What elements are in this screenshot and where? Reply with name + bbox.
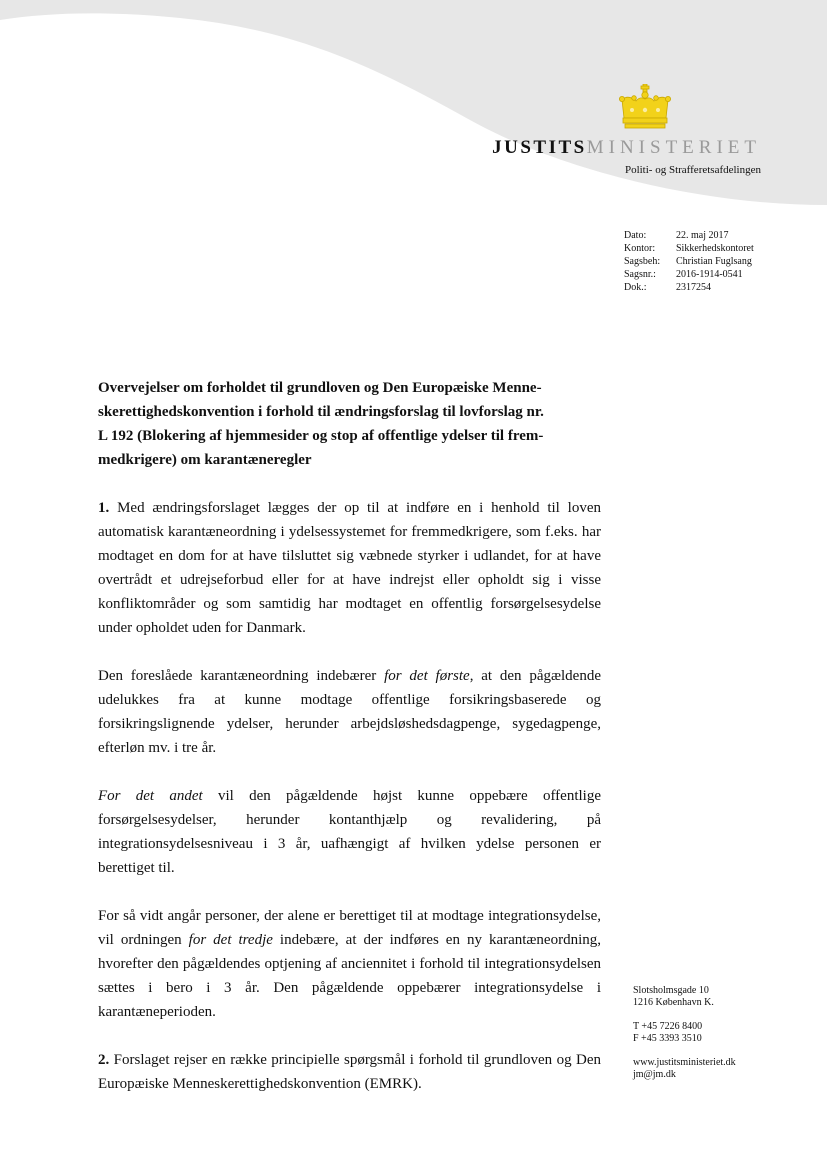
emphasis-text: for det første bbox=[384, 668, 470, 684]
paragraph-text: For så vidt angår personer, der alene er berettiget til at modtage integrationsydelse, vil ordningen bbox=[98, 908, 601, 948]
fax-number: F +45 3393 3510 bbox=[633, 1033, 702, 1044]
header-wave-background bbox=[0, 0, 827, 210]
email-link[interactable]: jm@jm.dk bbox=[633, 1069, 676, 1080]
section-number: 1. bbox=[98, 500, 110, 516]
paragraph-4 bbox=[98, 904, 601, 1024]
paragraph-text: vil den pågældende højst kunne oppebære offentlige forsørgelsesydelser, herunder kontanthjælp og revalidering, på integrationsydelsesniveau i 3 år, uafhængigt af hvilken ydelse personen er berettiget til. bbox=[98, 788, 601, 876]
title-line: medkrigere) om karantæneregler bbox=[98, 452, 312, 468]
address-city: 1216 København K. bbox=[633, 997, 714, 1008]
paragraph-text: indebære, at der indføres en ny karantæneordning, hvorefter den pågældendes optjening af anciennitet i forhold til integrationsydelsen sættes i bero i 3 år. Den pågældende oppebærer integrationsydelse i karantæneperioden. bbox=[98, 932, 601, 1020]
website-link[interactable]: www.justitsministeriet.dk bbox=[633, 1057, 736, 1068]
ministry-logo bbox=[492, 136, 761, 176]
meta-value: Sikkerhedskontoret bbox=[676, 243, 754, 254]
logo-light-text: MINISTERIET bbox=[586, 137, 761, 158]
section-number: 2. bbox=[98, 1052, 110, 1068]
address-street: Slotsholmsgade 10 bbox=[633, 985, 709, 996]
logo-wordmark bbox=[492, 136, 761, 160]
document-body bbox=[98, 376, 601, 1120]
meta-row-date bbox=[624, 229, 754, 242]
meta-row-document bbox=[624, 281, 754, 294]
document-title bbox=[98, 376, 601, 472]
meta-row-case-number bbox=[624, 268, 754, 281]
meta-value: 2016-1914-0541 bbox=[676, 269, 743, 280]
contact-block bbox=[633, 985, 736, 1081]
paragraph-1 bbox=[98, 496, 601, 640]
paragraph-text: , at den pågældende udelukkes fra at kunne modtage offentlige forsikringsbaserede og forsikringslignende ydelser, herunder arbejdsløshedsdagpenge, sygedagpenge, efterløn mv. i tre år. bbox=[98, 668, 601, 756]
paragraph-2 bbox=[98, 664, 601, 760]
meta-key: Kontor: bbox=[624, 243, 656, 254]
paragraph-5 bbox=[98, 1048, 601, 1096]
meta-key: Dato: bbox=[624, 230, 647, 241]
meta-row-caseworker bbox=[624, 255, 754, 268]
document-metadata bbox=[624, 229, 754, 294]
title-line: Overvejelser om forholdet til grundloven og Den Europæiske Menne- bbox=[98, 380, 542, 396]
paragraph-3 bbox=[98, 784, 601, 880]
meta-value: 22. maj 2017 bbox=[676, 230, 729, 241]
title-line: skerettighedskonvention i forhold til ændringsforslag til lovforslag nr. bbox=[98, 404, 544, 420]
title-line: L 192 (Blokering af hjemmesider og stop af offentlige ydelser til frem- bbox=[98, 428, 544, 444]
emphasis-text: for det tredje bbox=[188, 932, 273, 948]
paragraph-text: Den foreslåede karantæneordning indebærer bbox=[98, 668, 385, 684]
meta-key: Sagsnr.: bbox=[624, 269, 656, 280]
meta-value: 2317254 bbox=[676, 282, 711, 293]
paragraph-text: Med ændringsforslaget lægges der op til at indføre en i henhold til loven automatisk karantæneordning i ydelsessystemet for fremmedkrigere, som f.eks. har modtaget en dom for at have tilsluttet sig væbnede styrker i udlandet, for at have overtrådt et udrejseforbud eller for at have indrejst eller opholdt sig i visse konfliktområder og som samtidig har modtaget en offentlig forsørgelsesydelse under opholdet uden for Danmark. bbox=[98, 500, 601, 636]
meta-key: Sagsbeh: bbox=[624, 256, 661, 267]
department-name: Politi- og Strafferetsafdelingen bbox=[624, 164, 761, 176]
meta-key: Dok.: bbox=[624, 282, 647, 293]
emphasis-text: For det andet bbox=[98, 788, 203, 804]
paragraph-text: Forslaget rejser en række principielle spørgsmål i forhold til grundloven og Den Europæiske Menneskerettighedskonvention (EMRK). bbox=[98, 1052, 601, 1092]
logo-bold-text: JUSTITS bbox=[492, 137, 587, 158]
crown-logo-icon bbox=[616, 84, 674, 130]
phone-number: T +45 7226 8400 bbox=[633, 1021, 703, 1032]
meta-value: Christian Fuglsang bbox=[676, 256, 752, 267]
meta-row-office bbox=[624, 242, 754, 255]
